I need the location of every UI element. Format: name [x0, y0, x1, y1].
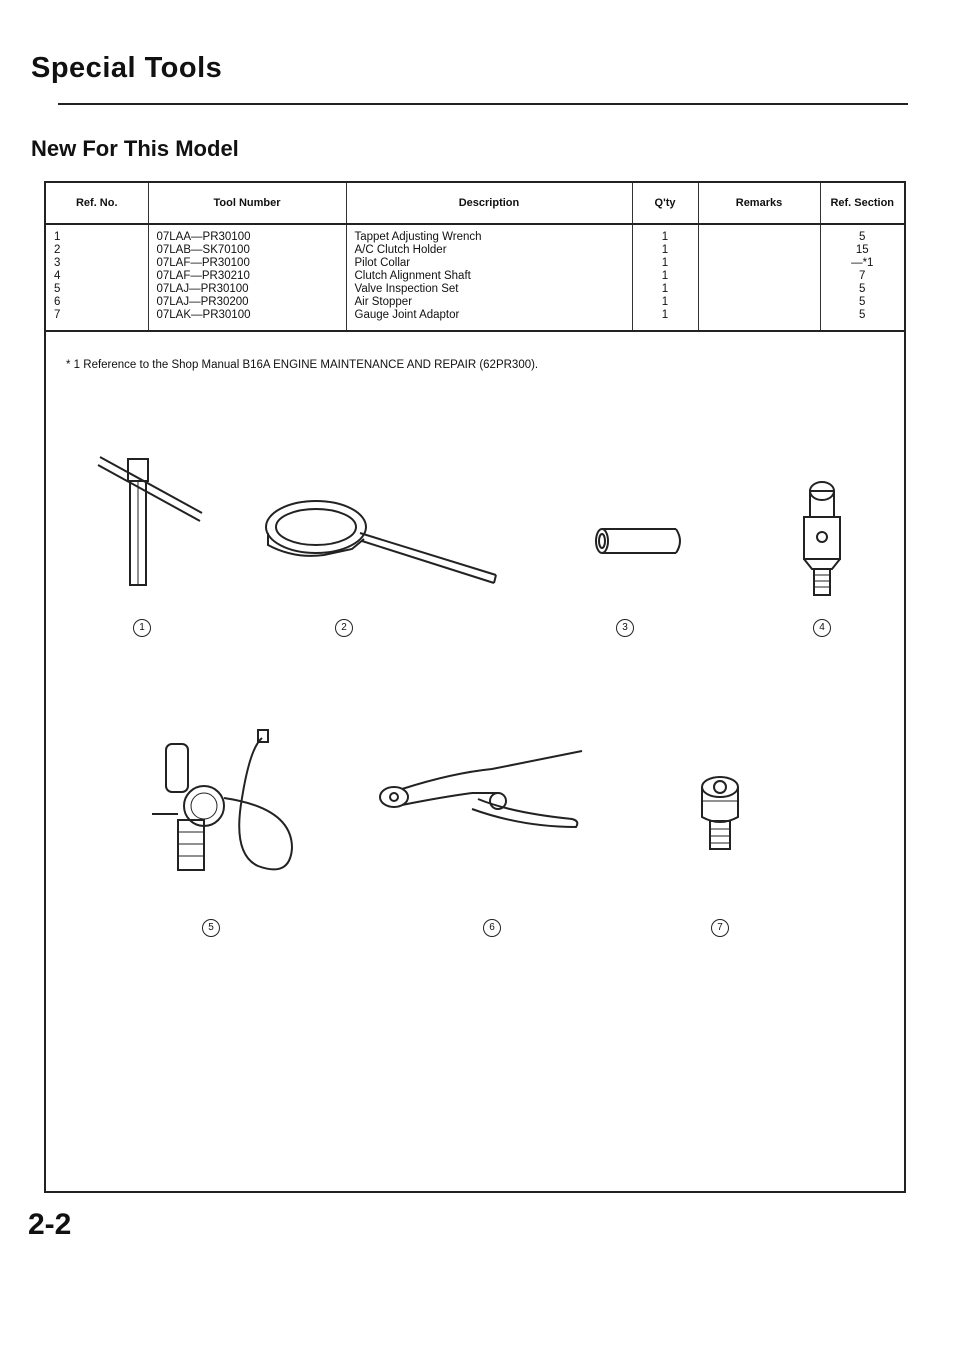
- ref-no-cell: 7: [54, 309, 61, 321]
- ref-no-cell: 2: [54, 244, 61, 256]
- header-ref-no: Ref. No.: [46, 183, 148, 224]
- title-rule: [58, 103, 908, 105]
- remarks-column: [698, 224, 820, 331]
- header-tool-number: Tool Number: [148, 183, 346, 224]
- tool-label: 7: [711, 919, 729, 937]
- ref-section-cell: 15: [855, 244, 869, 256]
- tool-number-cell: 07LAJ—PR30100: [156, 283, 249, 295]
- ref-section-column: [820, 224, 904, 331]
- ref-section-cell: 7: [859, 270, 866, 282]
- tool-label: 6: [483, 919, 501, 937]
- tool-label: 1: [133, 619, 151, 637]
- table-header-row: [46, 183, 904, 224]
- qty-cell: 1: [661, 283, 669, 295]
- tools-frame: [44, 181, 906, 1193]
- clutch-holder-icon: [264, 493, 504, 593]
- ref-section-cell: 5: [859, 231, 866, 243]
- air-stopper-icon: [372, 743, 592, 843]
- header-qty: Q'ty: [632, 183, 698, 224]
- description-cell: Gauge Joint Adaptor: [354, 309, 460, 321]
- description-cell: A/C Clutch Holder: [354, 244, 447, 256]
- ref-no-cell: 4: [54, 270, 61, 282]
- tool-number-cell: 07LAF—PR30100: [156, 257, 250, 269]
- tool-label: 4: [813, 619, 831, 637]
- description-cell: Clutch Alignment Shaft: [354, 270, 471, 282]
- ref-no-cell: 3: [54, 257, 61, 269]
- ref-section-cell: 5: [859, 283, 866, 295]
- qty-cell: 1: [661, 296, 669, 308]
- gauge-joint-adaptor-icon: [698, 773, 742, 859]
- header-remarks: Remarks: [698, 183, 820, 224]
- footnote: * 1 Reference to the Shop Manual B16A ENGINE MAINTENANCE AND REPAIR (62PR300).: [66, 359, 539, 371]
- ref-no-column: [46, 224, 148, 331]
- ref-section-cell: —*1: [851, 257, 874, 269]
- page-number: 2-2: [28, 1208, 72, 1241]
- tool-number-cell: 07LAJ—PR30200: [156, 296, 249, 308]
- description-column: [346, 224, 632, 331]
- qty-cell: 1: [661, 270, 669, 282]
- valve-inspection-set-icon: [142, 728, 312, 908]
- ref-no-cell: 5: [54, 283, 61, 295]
- tool-label: 2: [335, 619, 353, 637]
- page-title: Special Tools: [31, 52, 223, 84]
- ref-no-cell: 1: [54, 231, 61, 243]
- description-cell: Tappet Adjusting Wrench: [354, 231, 482, 243]
- tool-number-cell: 07LAK—PR30100: [156, 309, 251, 321]
- alignment-shaft-icon: [794, 473, 850, 613]
- header-ref-section: Ref. Section: [820, 183, 904, 224]
- ref-section-cell: 5: [859, 296, 866, 308]
- description-cell: Pilot Collar: [354, 257, 411, 269]
- tool-number-column: [148, 224, 346, 331]
- pilot-collar-icon: [592, 521, 688, 561]
- table-row: [46, 224, 904, 331]
- description-cell: Valve Inspection Set: [354, 283, 459, 295]
- section-title: New For This Model: [31, 136, 239, 161]
- tool-label: 3: [616, 619, 634, 637]
- ref-no-cell: 6: [54, 296, 61, 308]
- description-cell: Air Stopper: [354, 296, 413, 308]
- qty-cell: 1: [661, 244, 669, 256]
- header-description: Description: [346, 183, 632, 224]
- tool-label: 5: [202, 919, 220, 937]
- tool-number-cell: 07LAA—PR30100: [156, 231, 251, 243]
- tools-table: [46, 183, 904, 332]
- tappet-wrench-icon: [92, 445, 212, 595]
- qty-cell: 1: [661, 231, 669, 243]
- qty-column: [632, 224, 698, 331]
- tool-number-cell: 07LAF—PR30210: [156, 270, 250, 282]
- ref-section-cell: 5: [859, 309, 866, 321]
- qty-cell: 1: [661, 309, 669, 321]
- tool-number-cell: 07LAB—SK70100: [156, 244, 250, 256]
- qty-cell: 1: [661, 257, 669, 269]
